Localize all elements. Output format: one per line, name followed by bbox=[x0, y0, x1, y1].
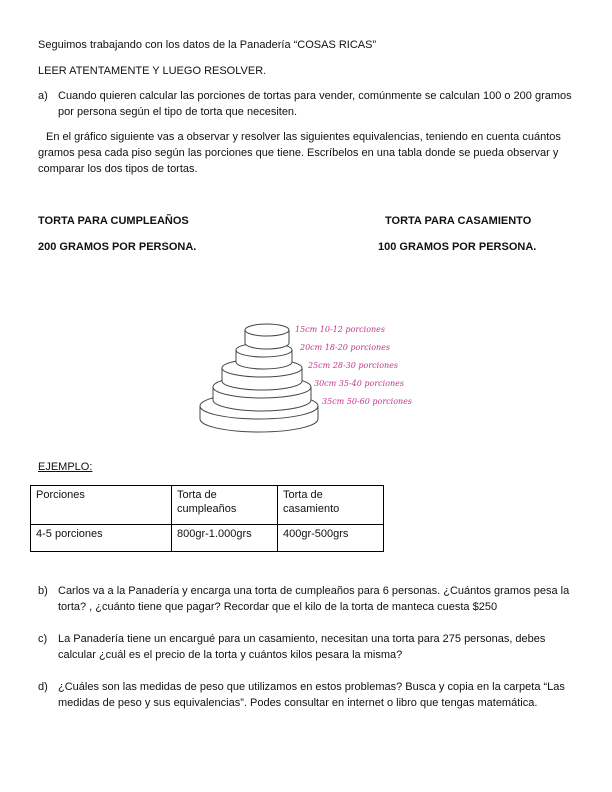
table-header-row bbox=[31, 486, 384, 525]
graph-paragraph: En el gráfico siguiente vas a observar y resolver las siguientes equivalencias, teniendo en cuenta cuántos gramos pesa cada piso según las porciones que tiene. Escríbelos en una tabla donde se pueda observar y comparar los dos tipos de tortas. bbox=[38, 131, 561, 175]
cell-porciones: 4-5 porciones bbox=[31, 525, 172, 552]
cell-torta-casamiento: 400gr-500grs bbox=[278, 525, 384, 552]
item-c-text: La Panadería tiene un encargué para un casamiento, necesitan una torta para 275 personas, debes calcular ¿cuál es el precio de la torta y cuántos kilos pesara la misma? bbox=[58, 633, 546, 661]
cake-tier-1-label: 15cm 10-12 porciones bbox=[295, 325, 386, 334]
item-d-text: ¿Cuáles son las medidas de peso que utilizamos en estos problemas? Busca y copia en la carpeta “Las medidas de peso y sus equivalencias”. Podes consultar en internet o libro que tengas matemática. bbox=[58, 681, 565, 709]
item-d-label: d) bbox=[38, 681, 48, 693]
example-table bbox=[30, 485, 384, 552]
item-c bbox=[38, 631, 578, 663]
torta-cumple-subtitle: 200 GRAMOS POR PERSONA. bbox=[38, 241, 197, 253]
torta-cumple-title: TORTA PARA CUMPLEAÑOS bbox=[38, 215, 189, 227]
cake-tier-5-label: 35cm 50-60 porciones bbox=[322, 397, 413, 406]
cake-tier-3-label: 25cm 28-30 porciones bbox=[308, 361, 399, 370]
header-torta-cumple: Torta de cumpleaños bbox=[172, 486, 278, 525]
item-a-text: Cuando quieren calcular las porciones de tortas para vender, comúnmente se calculan 100 o 200 gramos por persona según el tipo de torta que necesiten. bbox=[58, 90, 572, 118]
cell-torta-cumple: 800gr-1.000grs bbox=[172, 525, 278, 552]
header-torta-casamiento: Torta de casamiento bbox=[278, 486, 384, 525]
item-b-label: b) bbox=[38, 585, 48, 597]
cake-tier-2-label: 20cm 18-20 porciones bbox=[300, 343, 391, 352]
item-c-label: c) bbox=[38, 633, 48, 645]
instruction-text: LEER ATENTAMENTE Y LUEGO RESOLVER. bbox=[38, 65, 267, 77]
cake-tier-4-label: 30cm 35-40 porciones bbox=[314, 379, 405, 388]
item-a-label: a) bbox=[38, 90, 48, 102]
intro-text: Seguimos trabajando con los datos de la Panadería “COSAS RICAS” bbox=[38, 39, 377, 51]
torta-casamiento-subtitle: 100 GRAMOS POR PERSONA. bbox=[378, 241, 537, 253]
example-title: EJEMPLO: bbox=[38, 461, 93, 473]
torta-casamiento-title: TORTA PARA CASAMIENTO bbox=[385, 215, 532, 227]
item-b bbox=[38, 583, 578, 615]
table-row bbox=[31, 525, 384, 552]
header-porciones: Porciones bbox=[31, 486, 172, 525]
item-d bbox=[38, 679, 578, 711]
item-a bbox=[38, 88, 578, 120]
item-b-text: Carlos va a la Panadería y encarga una torta de cumpleaños para 6 personas. ¿Cuántos gramos pesa la torta? , ¿cuánto tiene que pagar? Recordar que el kilo de la torta de manteca cuesta $250 bbox=[58, 585, 570, 613]
tiered-cake-illustration bbox=[190, 305, 430, 450]
